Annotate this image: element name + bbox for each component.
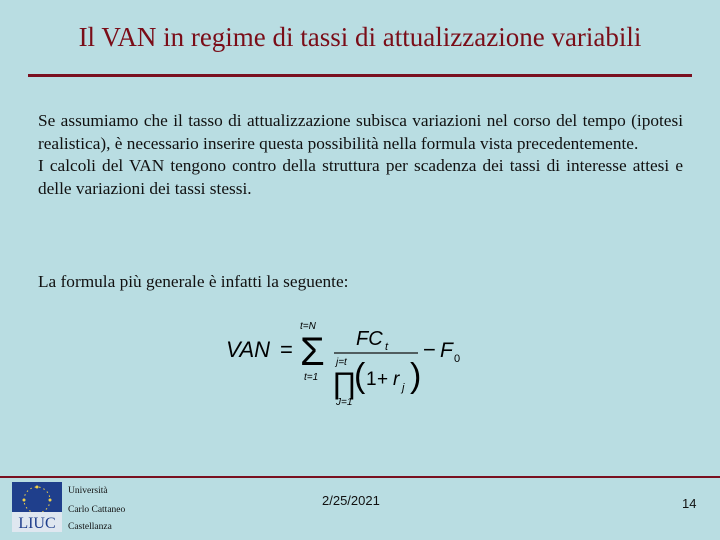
title-divider: [28, 74, 692, 77]
body-paragraph-2: I calcoli del VAN tengono contro della struttura per scadenza dei tassi di interesse attesi e delle variazioni dei tassi stessi.: [38, 156, 683, 198]
formula-graphic: [222, 315, 472, 415]
close-paren: ): [410, 357, 422, 395]
factor-plus: +: [377, 369, 389, 390]
formula-intro: La formula più generale è infatti la seguente:: [38, 272, 349, 291]
f-zero-base: F: [440, 339, 453, 362]
formula-equals: =: [280, 337, 293, 362]
open-paren: (: [354, 357, 366, 395]
f-zero-subscript: 0: [454, 353, 461, 365]
product-lower-limit: J=1: [336, 397, 353, 408]
logo-text: LIUC: [18, 515, 56, 532]
university-name-line2: Carlo Cattaneo: [68, 505, 126, 515]
sum-symbol: Σ: [300, 330, 325, 374]
numerator-fc: FC: [356, 328, 383, 350]
van-formula: [222, 315, 472, 415]
formula-lhs: VAN: [226, 337, 271, 362]
footer-divider: [0, 476, 720, 478]
sum-upper-limit: t=N: [300, 321, 316, 332]
rate-subscript: j: [402, 382, 405, 394]
university-logo-icon: [12, 482, 62, 532]
sum-lower-limit: t=1: [304, 372, 319, 383]
numerator-subscript: t: [385, 341, 389, 353]
slide-title: Il VAN in regime di tassi di attualizzazione variabili: [78, 22, 642, 52]
product-upper-limit: j=t: [336, 357, 347, 368]
slide-date: 2/25/2021: [322, 493, 380, 508]
slide-page-number: 14: [682, 496, 697, 511]
formula-minus: −: [423, 337, 436, 362]
body-paragraph-1: Se assumiamo che il tasso di attualizzazione subisca variazioni nel corso del tempo (ipotesi realistica), è necessario inserire questa possibilità nella formula vista precedentemente.: [38, 111, 683, 153]
university-name-line3: Castellanza: [68, 522, 112, 532]
university-name-line1: Università: [68, 486, 108, 496]
product-symbol: ∏: [332, 367, 357, 400]
factor-rate: r: [393, 369, 400, 390]
factor-one: 1: [366, 369, 377, 390]
slide-body: [38, 110, 683, 200]
liuc-logo: [12, 482, 62, 532]
